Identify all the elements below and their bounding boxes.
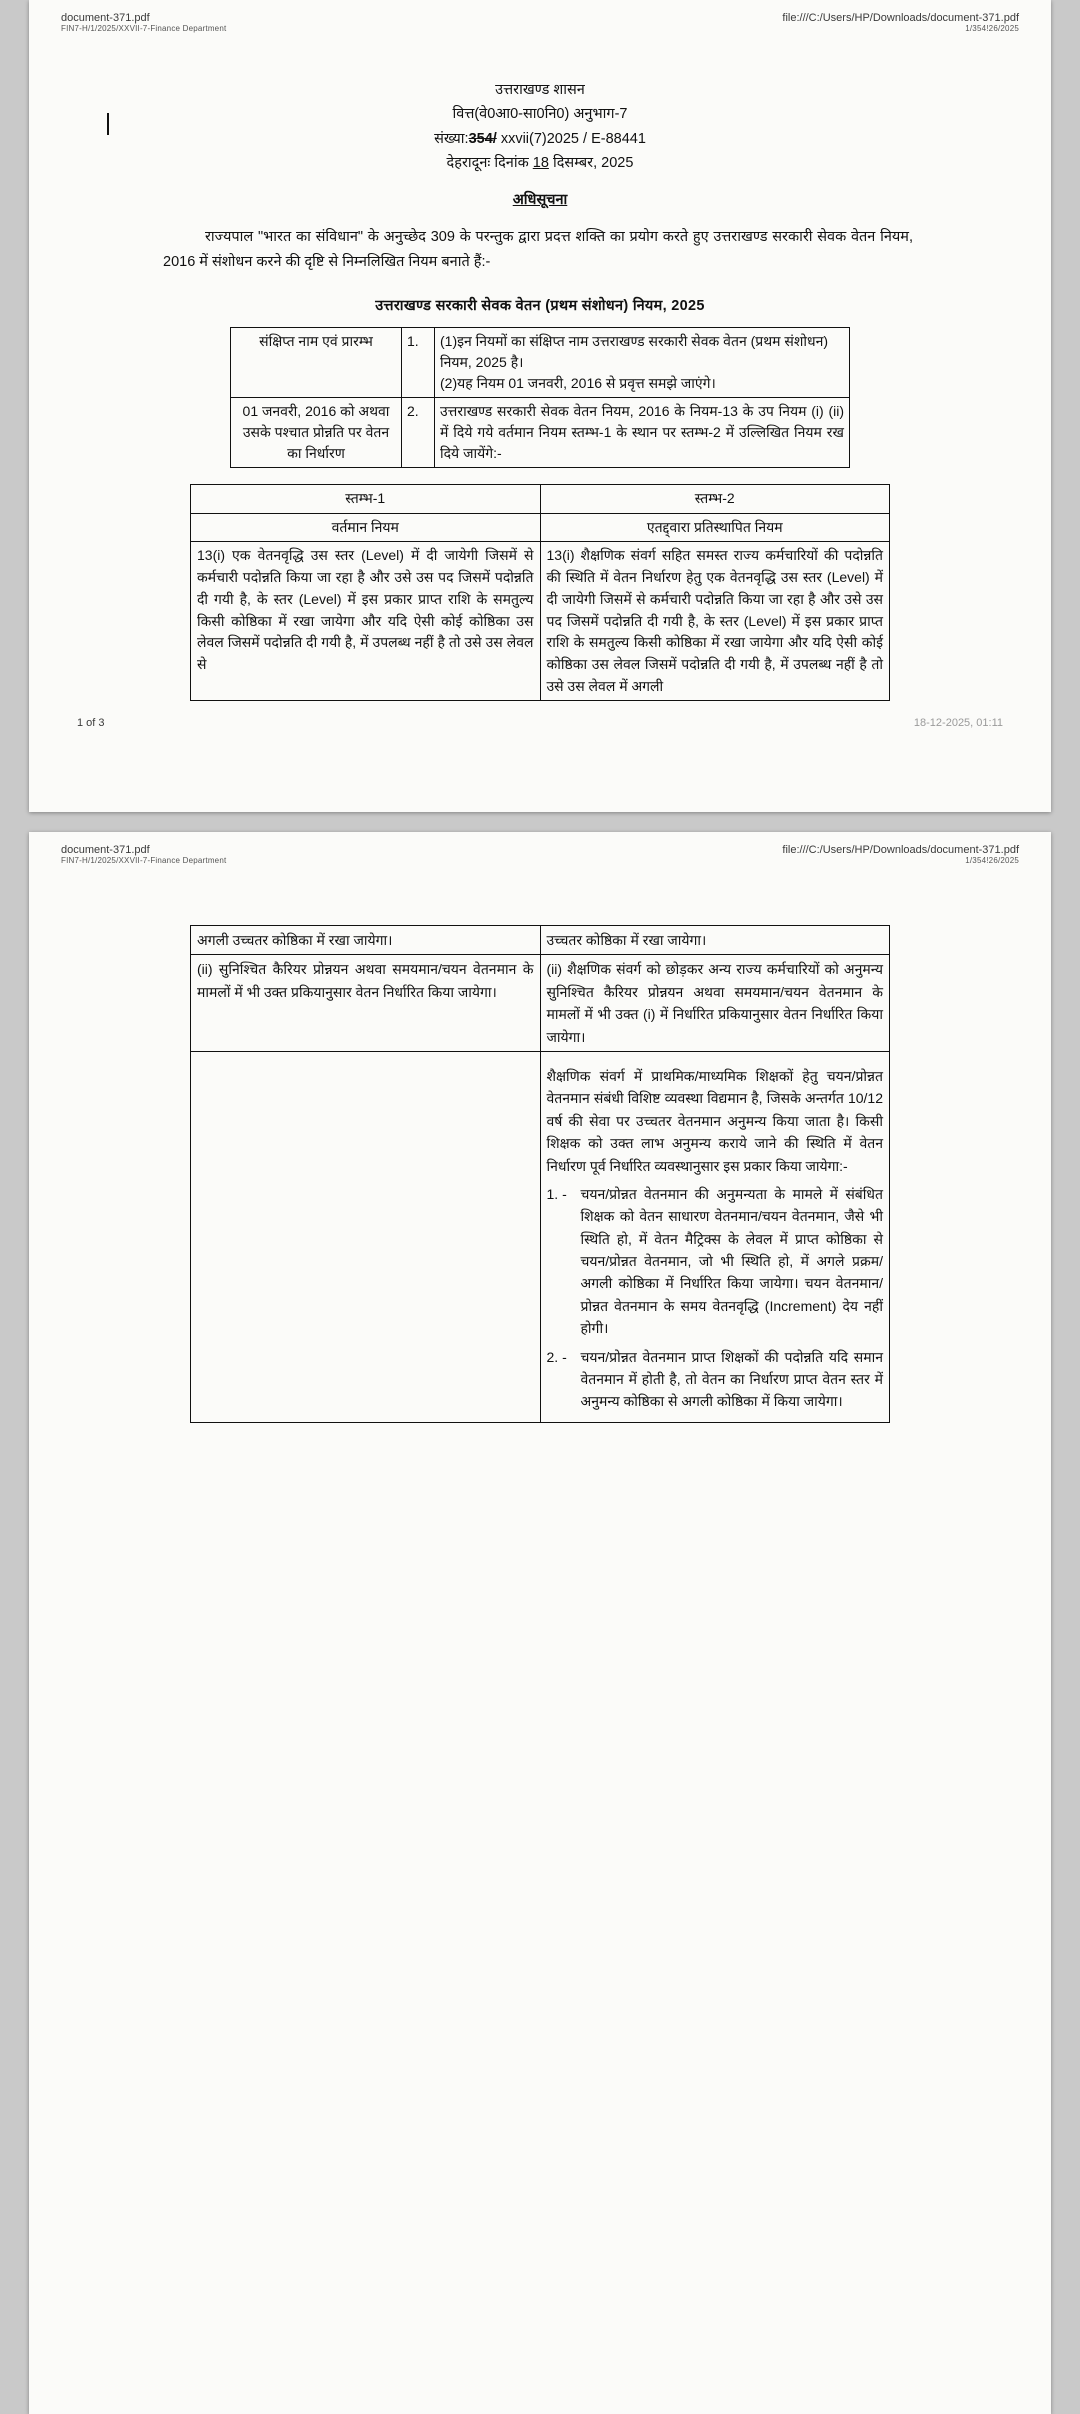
rule-1-item-2-label: (2)	[440, 375, 458, 392]
page1-print-header	[29, 12, 1051, 33]
page2-print-header	[29, 844, 1051, 865]
number-prefix: संख्या:	[434, 130, 469, 147]
page1-print-footer	[77, 715, 1003, 732]
page1-header-subtitle: FIN7-H/1/2025/XXVII-7-Finance Department	[61, 24, 227, 33]
list-item	[547, 1346, 884, 1413]
date-day: 18	[532, 155, 549, 172]
page1-header-title: document-371.pdf	[61, 12, 150, 24]
continued-row-1	[191, 926, 890, 955]
column-1-subheading: वर्तमान नियम	[191, 513, 541, 542]
rule-2-number: 2.	[402, 398, 435, 468]
number-line	[77, 128, 1003, 150]
continued-row-3-left	[191, 1051, 541, 1422]
rules-table	[230, 327, 850, 468]
rules-row-2	[231, 398, 850, 468]
page1-header-right	[782, 12, 1019, 33]
page2-header-left	[61, 844, 226, 865]
teacher-paragraph: शैक्षणिक संवर्ग में प्राथमिक/माध्यमिक शिक्षकों हेतु चयन/प्रोन्नत वेतनमान संबंधी विशिष्ट व्यवस्था विद्यमान है, जिसके अन्तर्गत 10/12 वर्ष की सेवा पर उच्चतर वेतनमान अनुमन्य किया जाता है। किसी शिक्षक को उक्त लाभ अनुमन्य कराये जाने की स्थिति में वेतन निर्धारण पूर्व निर्धारित व्यवस्थानुसार इस प्रकार किया जायेगा:-	[546, 1067, 883, 1174]
page2-header-ref: 1/354!26/2025	[965, 856, 1019, 865]
rule-1-item-1	[440, 331, 844, 373]
list-item-1-number: 1. -	[546, 1185, 567, 1202]
page1-timestamp: 18-12-2025, 01:11	[913, 717, 1003, 730]
list-item-2-text: चयन/प्रोन्नत वेतनमान प्राप्त शिक्षकों की पदोन्नति यदि समान वेतनमान में होती है, तो वेतन का निर्धारण प्राप्त वेतन स्तर में अनुमन्य कोष्ठिका से अगली कोष्ठिका में किया जायेगा।	[580, 1348, 883, 1410]
date-rest: दिसम्बर, 2025	[552, 155, 634, 172]
page2-header-title: document-371.pdf	[61, 844, 150, 856]
pdf-page-1	[29, 0, 1051, 812]
continued-row-1-right: उच्चतर कोष्ठिका में रखा जायेगा।	[540, 926, 890, 955]
teacher-conditions-list	[547, 1183, 884, 1413]
comparison-body-row	[191, 542, 890, 701]
comparison-head-row	[191, 485, 890, 514]
intro-paragraph: राज्यपाल "भारत का संविधान" के अनुच्छेद 309 के परन्तुक द्वारा प्रदत्त शक्ति का प्रयोग करते हुए उत्तराखण्ड सरकारी सेवक वेतन नियम, 2016 में संशोधन करने की दृष्टि से निम्नलिखित नियम बनाते हैं:-	[163, 229, 913, 270]
list-item	[547, 1183, 884, 1340]
rule-1-item-2	[440, 373, 844, 394]
rule-2-name: 01 जनवरी, 2016 को अथवा उसके पश्चात प्रोन्नति पर वेतन का निर्धारण	[231, 398, 402, 468]
page2-header-url: file:///C:/Users/HP/Downloads/document-371.pdf	[782, 844, 1019, 856]
page1-content	[77, 79, 1003, 732]
continued-row-3	[191, 1051, 890, 1422]
rule-1-item-2-text: यह नियम 01 जनवरी, 2016 से प्रवृत्त समझे जाएंगे।	[457, 375, 716, 392]
department-line: वित्त(वे0आ0-सा0नि0) अनुभाग-7	[452, 106, 628, 123]
notification-label	[77, 189, 1003, 211]
notification-text: अधिसूचना	[512, 191, 568, 208]
page1-header-left	[61, 12, 226, 33]
rule-1-number: 1.	[402, 328, 435, 398]
continued-row-2-left: (ii) सुनिश्चित कैरियर प्रोन्नयन अथवा समयमान/चयन वेतनमान के मामलों में भी उक्त प्रकियानुसार वेतन निर्धारित किया जायेगा।	[191, 955, 541, 1052]
column-2-heading: स्तम्भ-2	[540, 485, 890, 514]
number-rest: xxvii(7)2025 / E-88441	[500, 130, 646, 147]
page1-header-ref: 1/354!26/2025	[965, 24, 1019, 33]
page2-header-subtitle: FIN7-H/1/2025/XXVII-7-Finance Department	[61, 856, 227, 865]
continued-row-3-right	[540, 1051, 890, 1422]
comparison-subhead-row	[191, 513, 890, 542]
continued-row-2-right: (ii) शैक्षणिक संवर्ग को छोड़कर अन्य राज्य कर्मचारियों को अनुमन्य सुनिश्चित कैरियर प्रोन्नयन अथवा समयमान/चयन वेतनमान के मामलों में भी उक्त (i) में निर्धारित प्रकियानुसार वेतन निर्धारित किया जायेगा।	[540, 955, 890, 1052]
rule-1-name: संक्षिप्त नाम एवं प्रारम्भ	[231, 328, 402, 398]
list-item-1-text: चयन/प्रोन्नत वेतनमान की अनुमन्यता के मामले में संबंधित शिक्षक को वेतन साधारण वेतनमान/चयन वेतनमान, जैसे भी स्थिति हो, में वेतन मैट्रिक्स के लेवल में प्राप्त कोष्ठिका से चयन/प्रोन्नत वेतनमान, जो भी स्थिति हो, में अगले प्रक्रम/अगली कोष्ठिका में निर्धारित किया जायेगा। चयन वेतनमान/प्रोन्नत वेतनमान के समय वेतनवृद्धि (Increment) देय नहीं होगी।	[580, 1185, 883, 1337]
page2-content	[77, 925, 1003, 1423]
rule-title: उत्तराखण्ड सरकारी सेवक वेतन (प्रथम संशोधन) नियम, 2025	[375, 297, 705, 314]
page-separator	[0, 812, 1080, 832]
date-prefix: देहरादूनः दिनांक	[446, 155, 529, 172]
rule-1-item-1-text: इन नियमों का संक्षिप्त नाम उत्तराखण्ड सरकारी सेवक वेतन (प्रथम संशोधन) नियम, 2025 है।	[440, 333, 829, 371]
column-1-text: 13(i) एक वेतनवृद्धि उस स्तर (Level) में दी जायेगी जिसमें से कर्मचारी पदोन्नति किया जा रहा है और उसे उस पद जिसमें पदोन्नति दी गयी है, के स्तर (Level) में इस प्रकार प्राप्त राशि के समतुल्य किसी कोष्ठिका में रखा जायेगा और यदि ऐसी कोई कोष्ठिका उस लेवल जिसमें पदोन्नति दी गयी है, में उपलब्ध नहीं है तो उसे उस लेवल से	[191, 542, 541, 701]
rules-row-1	[231, 328, 850, 398]
list-item-2-number: 2. -	[546, 1348, 567, 1365]
margin-mark-icon	[107, 113, 109, 135]
column-2-subheading: एतद्द्वारा प्रतिस्थापित नियम	[540, 513, 890, 542]
date-line	[77, 152, 1003, 174]
page1-header-url: file:///C:/Users/HP/Downloads/document-371.pdf	[782, 12, 1019, 24]
page1-page-number: 1 of 3	[77, 717, 105, 730]
comparison-table-continued	[190, 925, 890, 1423]
govt-line: उत्तराखण्ड शासन	[495, 82, 585, 98]
document-heading	[77, 79, 1003, 211]
pdf-page-2	[29, 832, 1051, 2414]
column-1-heading: स्तम्भ-1	[191, 485, 541, 514]
rule-1-item-1-label: (1)	[440, 333, 458, 350]
comparison-table	[190, 484, 890, 701]
rule-2-body: उत्तराखण्ड सरकारी सेवक वेतन नियम, 2016 के नियम-13 के उप नियम (i) (ii) में दिये गये वर्तमान नियम स्तम्भ-1 के स्थान पर स्तम्भ-2 में उल्लिखित नियम रख दिये जायेंगे:-	[435, 398, 850, 468]
page2-header-right	[782, 844, 1019, 865]
continued-row-2	[191, 955, 890, 1052]
number-struck: 354/	[468, 130, 497, 147]
column-2-text: 13(i) शैक्षणिक संवर्ग सहित समस्त राज्य कर्मचारियों की पदोन्नति की स्थिति में वेतन निर्धारण हेतु एक वेतनवृद्धि उस स्तर (Level) में दी जायेगी जिसमें से कर्मचारी पदोन्नति किया जा रहा है और उसे उस पद जिसमें पदोन्नति दी गयी है, के स्तर (Level) में इस प्रकार प्राप्त राशि के समतुल्य किसी कोष्ठिका में रखा जायेगा और यदि ऐसी कोई कोष्ठिका उस लेवल जिसमें पदोन्नति दी गयी है, में उपलब्ध नहीं है तो उसे उस लेवल में अगली	[540, 542, 890, 701]
rule-1-body	[435, 328, 850, 398]
continued-row-1-left: अगली उच्चतर कोष्ठिका में रखा जायेगा।	[191, 926, 541, 955]
